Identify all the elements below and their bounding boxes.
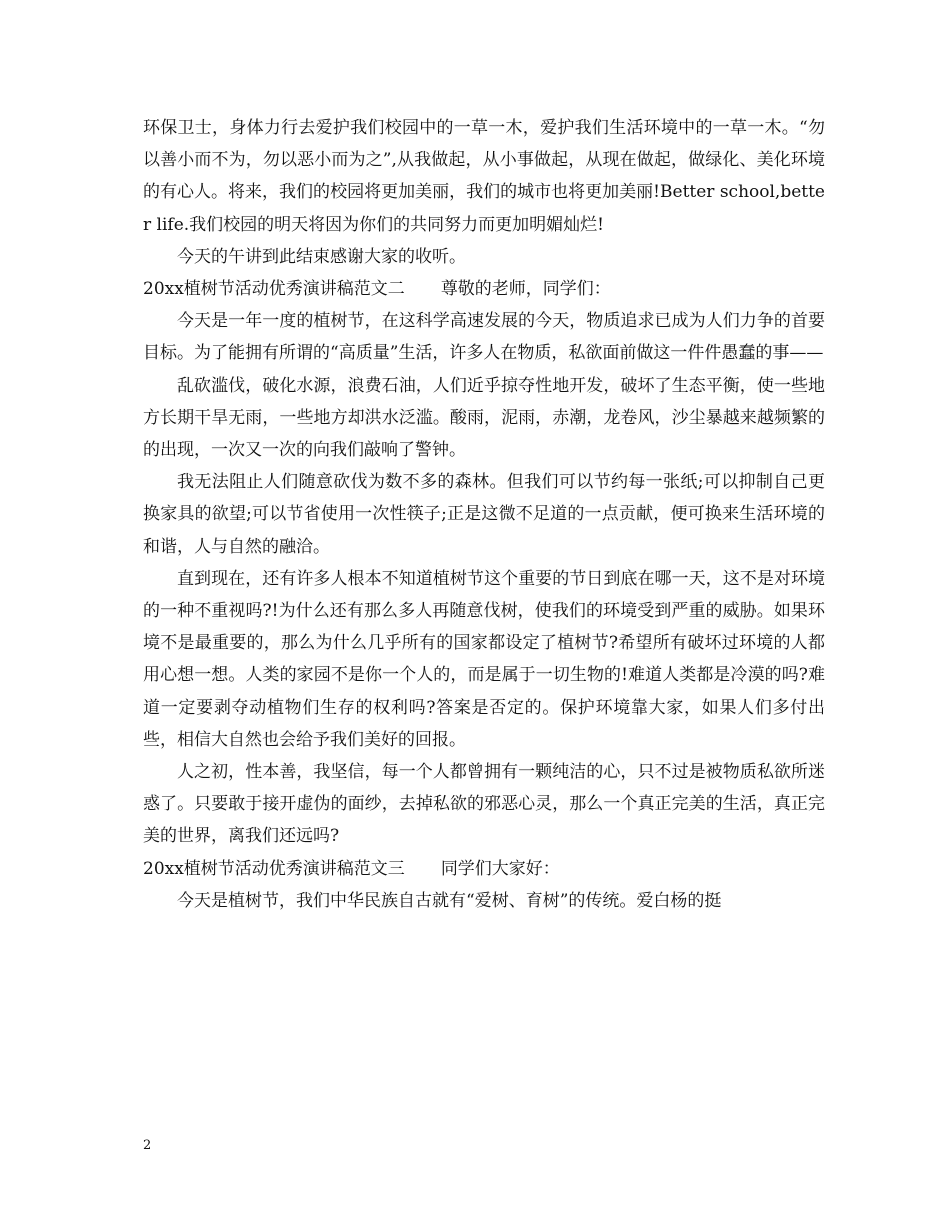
- section-title: 20xx植树节活动优秀演讲稿范文三: [143, 858, 405, 879]
- page-number: 2: [143, 1138, 152, 1153]
- paragraph-3: 今天是一年一度的植树节，在这科学高速发展的今天，物质追求已成为人们力争的首要目标。为了能拥有所谓的“高质量”生活，许多人在物质，私欲面前做这一件件愚蠢的事——: [143, 311, 825, 364]
- paragraph-4: 乱砍滥伐，破化水源，浪费石油，人们近乎掠夺性地开发，破坏了生态平衡，使一些地方长期干旱无雨，一些地方却洪水泛滥。酸雨，泥雨，赤潮，龙卷风，沙尘暴越来越频繁的的出现，一次又一次的向我们敲响了警钟。: [143, 375, 825, 461]
- section-salutation: 尊敬的老师，同学们：: [440, 279, 611, 300]
- paragraph-6: 直到现在，还有许多人根本不知道植树节这个重要的节日到底在哪一天，这不是对环境的一种不重视吗?!为什么还有那么多人再随意伐树，使我们的环境受到严重的威胁。如果环境不是最重要的，那么为什么几乎所有的国家都设定了植树节?希望所有破坏过环境的人都用心想一想。人类的家园不是你一个人的，而是属于一切生物的!难道人类都是冷漠的吗?难道一定要剥夺动植物们生存的权利吗?答案是否定的。保护环境靠大家，如果人们多付出些，相信大自然也会给予我们美好的回报。: [143, 568, 825, 750]
- paragraph-7: 人之初，性本善，我坚信，每一个人都曾拥有一颗纯洁的心，只不过是被物质私欲所迷惑了。只要敢于接开虚伪的面纱，去掉私欲的邪恶心灵，那么一个真正完美的生活，真正完美的世界，离我们还远吗?: [143, 762, 825, 847]
- section-heading-2: [143, 273, 825, 305]
- paragraph-5: 我无法阻止人们随意砍伐为数不多的森林。但我们可以节约每一张纸;可以抑制自己更换家具的欲望;可以节省使用一次性筷子;正是这微不足道的一点贡献，便可换来生活环境的和谐，人与自然的融洽。: [143, 472, 825, 557]
- paragraph-8: 今天是植树节，我们中华民族自古就有“爱树、育树”的传统。爱白杨的挺: [177, 890, 722, 911]
- section-title: 20xx植树节活动优秀演讲稿范文二: [143, 279, 405, 300]
- paragraph-1: 环保卫士，身体力行去爱护我们校园中的一草一木，爱护我们生活环境中的一草一木。“勿以善小而不为，勿以恶小而为之”,从我做起，从小事做起，从现在做起，做绿化、美化环境的有心人。将来，我们的校园将更加美丽，我们的城市也将更加美丽!Better school,better life.我们校园的明天将因为你们的共同努力而更加明媚灿烂!: [143, 118, 825, 235]
- paragraph-2: 今天的午讲到此结束感谢大家的收听。: [177, 246, 466, 267]
- section-salutation: 同学们大家好：: [440, 858, 560, 879]
- document-body: [143, 112, 825, 917]
- section-heading-3: [143, 853, 825, 885]
